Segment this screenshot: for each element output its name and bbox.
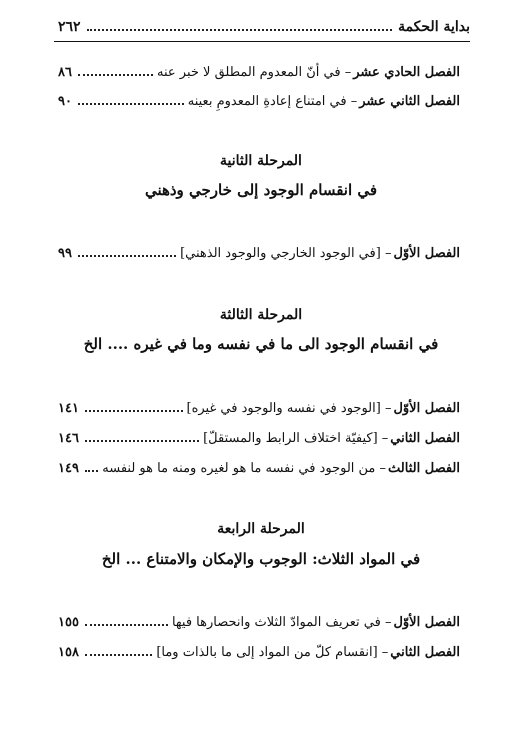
toc-leader-dots: [78, 255, 176, 257]
toc-entry-title: – في امتناع إعادةِ المعدومِ بعينه: [187, 93, 358, 109]
stage-heading: المرحلة الرابعة: [217, 521, 305, 537]
toc-entry-page: ١٤٩: [58, 460, 79, 476]
toc-leader-dots: [78, 103, 184, 105]
toc-entry-title: – [في الوجود الخارجي والوجود الذهني]: [180, 245, 392, 261]
toc-leader-dots: [78, 74, 153, 76]
toc-entry-label: الفصل الأوّل: [393, 400, 460, 416]
toc-leader-dots: [85, 410, 183, 412]
toc-entry-title: – في تعريف الموادّ الثلاث وانحصارها فيها: [171, 614, 392, 630]
header-page-number: ٢٦٢: [58, 19, 81, 35]
toc-entry-page: ١٤٦: [58, 430, 79, 446]
toc-entry-page: ١٥٨: [58, 644, 79, 660]
toc-entry-title: – [انقسام كلّ من المواد إلى ما بالذات وما]: [156, 644, 389, 660]
toc-entry-label: الفصل الأوّل: [393, 614, 460, 630]
toc-entry-page: ١٤١: [58, 400, 79, 416]
toc-entry[interactable]: [58, 456, 460, 480]
stage-heading: المرحلة الثانية: [220, 153, 302, 169]
toc-entry[interactable]: [58, 396, 460, 420]
toc-leader-dots: [85, 654, 152, 656]
toc-entry[interactable]: [58, 640, 460, 664]
toc-entry-label: الفصل الثاني: [390, 430, 460, 446]
toc-entry[interactable]: [58, 89, 460, 113]
toc-entry[interactable]: [58, 610, 460, 634]
stage-subtitle: في انقسام الوجود الى ما في نفسه وما في غيره .... الخ: [83, 335, 439, 353]
stage-subtitle: في انقسام الوجود إلى خارجي وذهني: [144, 181, 378, 199]
toc-entry-label: الفصل الأوّل: [393, 245, 460, 261]
toc-entry-title: – [كيفيّة اختلاف الرابط والمستقلّ]: [203, 430, 389, 446]
toc-entry-title: – في أنّ المعدوم المطلق لا خبر عنه: [157, 64, 352, 80]
header-rule: [54, 41, 470, 42]
toc-entry-page: ٩٠: [58, 93, 72, 109]
toc-entry[interactable]: [58, 60, 460, 84]
toc-entry-label: الفصل الثاني: [390, 644, 460, 660]
toc-entry[interactable]: [58, 426, 460, 450]
toc-leader-dots: [85, 470, 98, 472]
toc-entry-title: – من الوجود في نفسه ما هو لغيره ومنه ما هو لنفسه: [102, 460, 387, 476]
stage-subtitle: في المواد الثلاث: الوجوب والإمكان والامتناع ... الخ: [101, 550, 421, 568]
toc-entry[interactable]: [58, 241, 460, 265]
toc-entry-page: ٨٦: [58, 64, 72, 80]
toc-entry-label: الفصل الحادي عشر: [353, 64, 460, 80]
header-title: بداية الحكمة: [398, 19, 470, 35]
toc-entry-page: ٩٩: [58, 245, 72, 261]
toc-entry-title: – [الوجود في نفسه والوجود في غيره]: [186, 400, 392, 416]
toc-entry-page: ١٥٥: [58, 614, 79, 630]
toc-entry-label: الفصل الثالث: [388, 460, 460, 476]
header-leader-dots: [87, 29, 393, 31]
toc-leader-dots: [85, 440, 199, 442]
toc-entry-label: الفصل الثاني عشر: [359, 93, 460, 109]
running-header: [58, 14, 470, 40]
toc-leader-dots: [85, 624, 168, 626]
stage-heading: المرحلة الثالثة: [219, 307, 303, 323]
